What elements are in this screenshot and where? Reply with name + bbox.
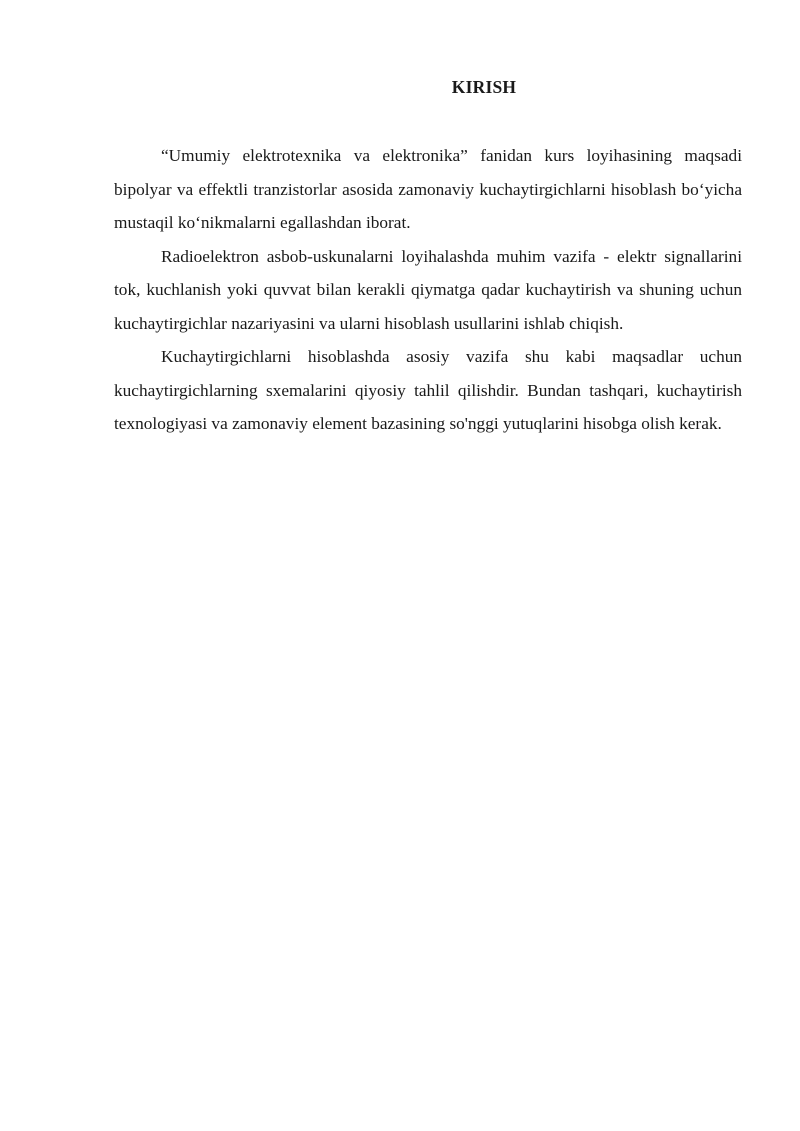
page-title: KIRISH xyxy=(451,77,517,97)
paragraph-purpose: “Umumiy elektrotexnika va elektronika” fanidan kurs loyihasining maqsadi bipolyar va effektli tranzistorlar asosida zamonaviy kuchaytirgichlarni hisoblash bo‘yicha mustaqil ko‘nikmalarni egallashdan iborat. xyxy=(114,146,742,232)
paragraph-design-task: Radioelektron asbob-uskunalarni loyihalashda muhim vazifa - elektr signallarini tok, kuchlanish yoki quvvat bilan kerakli qiymatga qadar kuchaytirish va shuning uchun kuchaytirgichlar nazariyasini va ularni hisoblash usullarini ishlab chiqish. xyxy=(114,246,742,333)
document-body xyxy=(114,74,742,441)
paragraph-calculation-task: Kuchaytirgichlarni hisoblashda asosiy vazifa shu kabi maqsadlar uchun kuchaytirgichlarning sxemalarini qiyosiy tahlil qilishdir. Bundan tashqari, kuchaytirish texnologiyasi va zamonaviy element bazasining so'nggi yutuqlarini hisobga olish kerak. xyxy=(114,347,742,433)
